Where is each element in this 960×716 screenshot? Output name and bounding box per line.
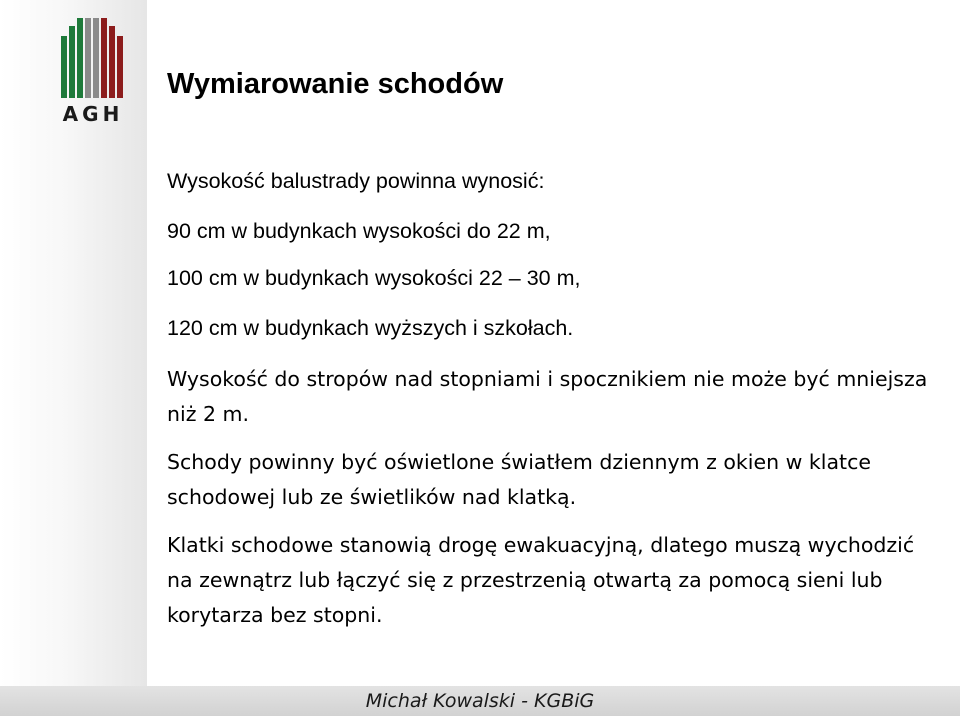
agh-logo: [58, 14, 128, 134]
paragraph-lighting: Schody powinny być oświetlone światłem dziennym z okien w klatce schodowej lub ze świetlików nad klatką.: [167, 450, 871, 509]
railing-item: 120 cm w budynkach wyższych i szkołach.: [167, 316, 574, 340]
footer-bar: [0, 686, 960, 716]
sidebar: [0, 0, 147, 686]
page-title: Wymiarowanie schodów: [167, 68, 504, 100]
railing-heading: Wysokość balustrady powinna wynosić:: [167, 169, 545, 193]
agh-emblem-icon: [58, 14, 128, 100]
railing-item: 90 cm w budynkach wysokości do 22 m,: [167, 219, 551, 243]
agh-logo-text: AGH: [62, 102, 124, 126]
paragraph-evacuation: Klatki schodowe stanowią drogę ewakuacyjną, dlatego muszą wychodzić na zewnątrz lub łączyć się z przestrzenią otwartą za pomocą sieni lub korytarza bez stopni.: [167, 533, 915, 627]
footer-author: Michał Kowalski - KGBiG: [365, 690, 595, 712]
railing-item: 100 cm w budynkach wysokości 22 – 30 m,: [167, 266, 581, 290]
paragraph-ceiling-height: Wysokość do stropów nad stopniami i spocznikiem nie może być mniejsza niż 2 m.: [167, 367, 928, 426]
